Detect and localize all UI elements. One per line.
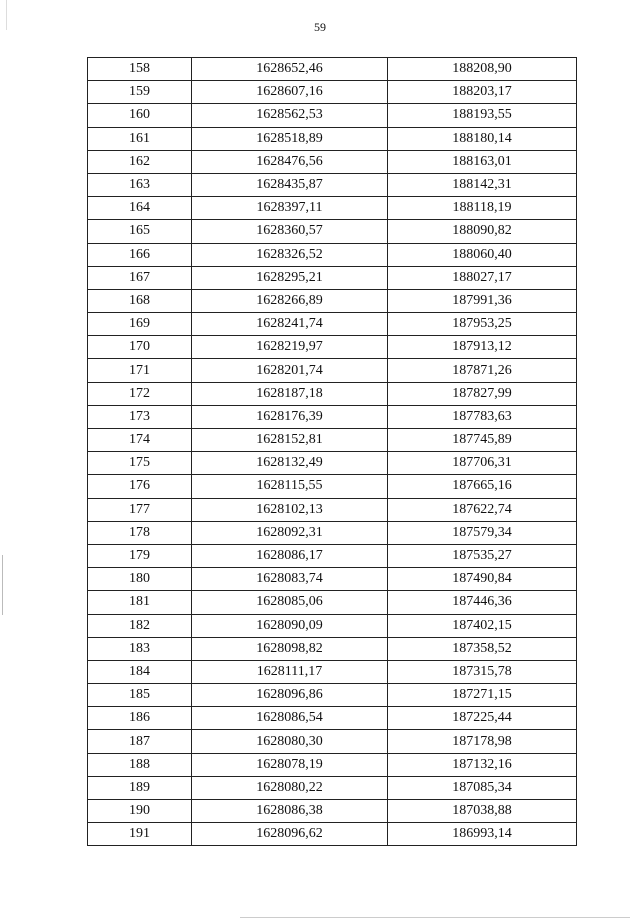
table-row bbox=[88, 452, 577, 475]
table-row bbox=[88, 660, 577, 683]
table-row bbox=[88, 266, 577, 289]
x-coordinate-cell: 1628078,19 bbox=[192, 753, 388, 776]
y-coordinate-cell: 187178,98 bbox=[388, 730, 577, 753]
y-coordinate-cell: 187991,36 bbox=[388, 289, 577, 312]
y-coordinate-cell: 188027,17 bbox=[388, 266, 577, 289]
x-coordinate-cell: 1628111,17 bbox=[192, 660, 388, 683]
table-row bbox=[88, 823, 577, 846]
point-number-cell: 188 bbox=[88, 753, 192, 776]
point-number-cell: 187 bbox=[88, 730, 192, 753]
y-coordinate-cell: 187038,88 bbox=[388, 800, 577, 823]
point-number-cell: 184 bbox=[88, 660, 192, 683]
y-coordinate-cell: 187132,16 bbox=[388, 753, 577, 776]
x-coordinate-cell: 1628115,55 bbox=[192, 475, 388, 498]
point-number-cell: 162 bbox=[88, 150, 192, 173]
y-coordinate-cell: 187402,15 bbox=[388, 614, 577, 637]
point-number-cell: 164 bbox=[88, 197, 192, 220]
table-row bbox=[88, 382, 577, 405]
y-coordinate-cell: 187783,63 bbox=[388, 405, 577, 428]
point-number-cell: 178 bbox=[88, 521, 192, 544]
scan-artifact-bottom bbox=[240, 917, 630, 918]
table-row bbox=[88, 127, 577, 150]
table-row bbox=[88, 150, 577, 173]
x-coordinate-cell: 1628607,16 bbox=[192, 81, 388, 104]
y-coordinate-cell: 187706,31 bbox=[388, 452, 577, 475]
x-coordinate-cell: 1628096,62 bbox=[192, 823, 388, 846]
point-number-cell: 170 bbox=[88, 336, 192, 359]
coordinates-table-body bbox=[88, 58, 577, 846]
y-coordinate-cell: 187358,52 bbox=[388, 637, 577, 660]
x-coordinate-cell: 1628652,46 bbox=[192, 58, 388, 81]
x-coordinate-cell: 1628098,82 bbox=[192, 637, 388, 660]
x-coordinate-cell: 1628326,52 bbox=[192, 243, 388, 266]
x-coordinate-cell: 1628102,13 bbox=[192, 498, 388, 521]
x-coordinate-cell: 1628152,81 bbox=[192, 429, 388, 452]
x-coordinate-cell: 1628266,89 bbox=[192, 289, 388, 312]
table-row bbox=[88, 591, 577, 614]
table-row bbox=[88, 336, 577, 359]
x-coordinate-cell: 1628176,39 bbox=[192, 405, 388, 428]
x-coordinate-cell: 1628086,54 bbox=[192, 707, 388, 730]
table-row bbox=[88, 637, 577, 660]
table-row bbox=[88, 429, 577, 452]
x-coordinate-cell: 1628083,74 bbox=[192, 568, 388, 591]
x-coordinate-cell: 1628085,06 bbox=[192, 591, 388, 614]
y-coordinate-cell: 188208,90 bbox=[388, 58, 577, 81]
y-coordinate-cell: 187490,84 bbox=[388, 568, 577, 591]
point-number-cell: 176 bbox=[88, 475, 192, 498]
x-coordinate-cell: 1628096,86 bbox=[192, 684, 388, 707]
scan-artifact-left bbox=[2, 555, 3, 615]
y-coordinate-cell: 187745,89 bbox=[388, 429, 577, 452]
point-number-cell: 166 bbox=[88, 243, 192, 266]
y-coordinate-cell: 187535,27 bbox=[388, 544, 577, 567]
point-number-cell: 161 bbox=[88, 127, 192, 150]
point-number-cell: 171 bbox=[88, 359, 192, 382]
table-row bbox=[88, 243, 577, 266]
point-number-cell: 160 bbox=[88, 104, 192, 127]
y-coordinate-cell: 187665,16 bbox=[388, 475, 577, 498]
table-row bbox=[88, 173, 577, 196]
y-coordinate-cell: 187913,12 bbox=[388, 336, 577, 359]
x-coordinate-cell: 1628132,49 bbox=[192, 452, 388, 475]
table-row bbox=[88, 359, 577, 382]
table-row bbox=[88, 475, 577, 498]
x-coordinate-cell: 1628435,87 bbox=[192, 173, 388, 196]
table-row bbox=[88, 684, 577, 707]
point-number-cell: 167 bbox=[88, 266, 192, 289]
point-number-cell: 183 bbox=[88, 637, 192, 660]
point-number-cell: 181 bbox=[88, 591, 192, 614]
y-coordinate-cell: 188142,31 bbox=[388, 173, 577, 196]
table-row bbox=[88, 58, 577, 81]
y-coordinate-cell: 187225,44 bbox=[388, 707, 577, 730]
table-row bbox=[88, 568, 577, 591]
y-coordinate-cell: 188193,55 bbox=[388, 104, 577, 127]
table-row bbox=[88, 707, 577, 730]
y-coordinate-cell: 187271,15 bbox=[388, 684, 577, 707]
x-coordinate-cell: 1628360,57 bbox=[192, 220, 388, 243]
point-number-cell: 190 bbox=[88, 800, 192, 823]
point-number-cell: 177 bbox=[88, 498, 192, 521]
table-row bbox=[88, 197, 577, 220]
x-coordinate-cell: 1628476,56 bbox=[192, 150, 388, 173]
point-number-cell: 179 bbox=[88, 544, 192, 567]
point-number-cell: 186 bbox=[88, 707, 192, 730]
y-coordinate-cell: 187315,78 bbox=[388, 660, 577, 683]
x-coordinate-cell: 1628562,53 bbox=[192, 104, 388, 127]
table-row bbox=[88, 800, 577, 823]
table-row bbox=[88, 220, 577, 243]
y-coordinate-cell: 188163,01 bbox=[388, 150, 577, 173]
y-coordinate-cell: 188203,17 bbox=[388, 81, 577, 104]
y-coordinate-cell: 187953,25 bbox=[388, 313, 577, 336]
point-number-cell: 169 bbox=[88, 313, 192, 336]
x-coordinate-cell: 1628241,74 bbox=[192, 313, 388, 336]
table-row bbox=[88, 104, 577, 127]
point-number-cell: 182 bbox=[88, 614, 192, 637]
point-number-cell: 172 bbox=[88, 382, 192, 405]
y-coordinate-cell: 187871,26 bbox=[388, 359, 577, 382]
table-row bbox=[88, 289, 577, 312]
point-number-cell: 163 bbox=[88, 173, 192, 196]
y-coordinate-cell: 188060,40 bbox=[388, 243, 577, 266]
point-number-cell: 180 bbox=[88, 568, 192, 591]
x-coordinate-cell: 1628295,21 bbox=[192, 266, 388, 289]
y-coordinate-cell: 187085,34 bbox=[388, 776, 577, 799]
x-coordinate-cell: 1628090,09 bbox=[192, 614, 388, 637]
x-coordinate-cell: 1628092,31 bbox=[192, 521, 388, 544]
point-number-cell: 185 bbox=[88, 684, 192, 707]
point-number-cell: 159 bbox=[88, 81, 192, 104]
y-coordinate-cell: 187579,34 bbox=[388, 521, 577, 544]
table-row bbox=[88, 81, 577, 104]
table-row bbox=[88, 544, 577, 567]
x-coordinate-cell: 1628518,89 bbox=[192, 127, 388, 150]
x-coordinate-cell: 1628086,17 bbox=[192, 544, 388, 567]
table-row bbox=[88, 776, 577, 799]
point-number-cell: 165 bbox=[88, 220, 192, 243]
x-coordinate-cell: 1628080,30 bbox=[192, 730, 388, 753]
point-number-cell: 168 bbox=[88, 289, 192, 312]
y-coordinate-cell: 187622,74 bbox=[388, 498, 577, 521]
y-coordinate-cell: 187827,99 bbox=[388, 382, 577, 405]
table-row bbox=[88, 753, 577, 776]
table-row bbox=[88, 498, 577, 521]
table-row bbox=[88, 405, 577, 428]
table-row bbox=[88, 521, 577, 544]
coordinates-table bbox=[87, 57, 577, 846]
point-number-cell: 173 bbox=[88, 405, 192, 428]
point-number-cell: 189 bbox=[88, 776, 192, 799]
page-number: 59 bbox=[314, 20, 326, 34]
y-coordinate-cell: 188180,14 bbox=[388, 127, 577, 150]
x-coordinate-cell: 1628219,97 bbox=[192, 336, 388, 359]
x-coordinate-cell: 1628201,74 bbox=[192, 359, 388, 382]
x-coordinate-cell: 1628086,38 bbox=[192, 800, 388, 823]
x-coordinate-cell: 1628080,22 bbox=[192, 776, 388, 799]
point-number-cell: 191 bbox=[88, 823, 192, 846]
x-coordinate-cell: 1628397,11 bbox=[192, 197, 388, 220]
point-number-cell: 175 bbox=[88, 452, 192, 475]
table-row bbox=[88, 614, 577, 637]
table-row bbox=[88, 313, 577, 336]
y-coordinate-cell: 188118,19 bbox=[388, 197, 577, 220]
table-row bbox=[88, 730, 577, 753]
y-coordinate-cell: 186993,14 bbox=[388, 823, 577, 846]
point-number-cell: 158 bbox=[88, 58, 192, 81]
point-number-cell: 174 bbox=[88, 429, 192, 452]
y-coordinate-cell: 187446,36 bbox=[388, 591, 577, 614]
y-coordinate-cell: 188090,82 bbox=[388, 220, 577, 243]
x-coordinate-cell: 1628187,18 bbox=[192, 382, 388, 405]
